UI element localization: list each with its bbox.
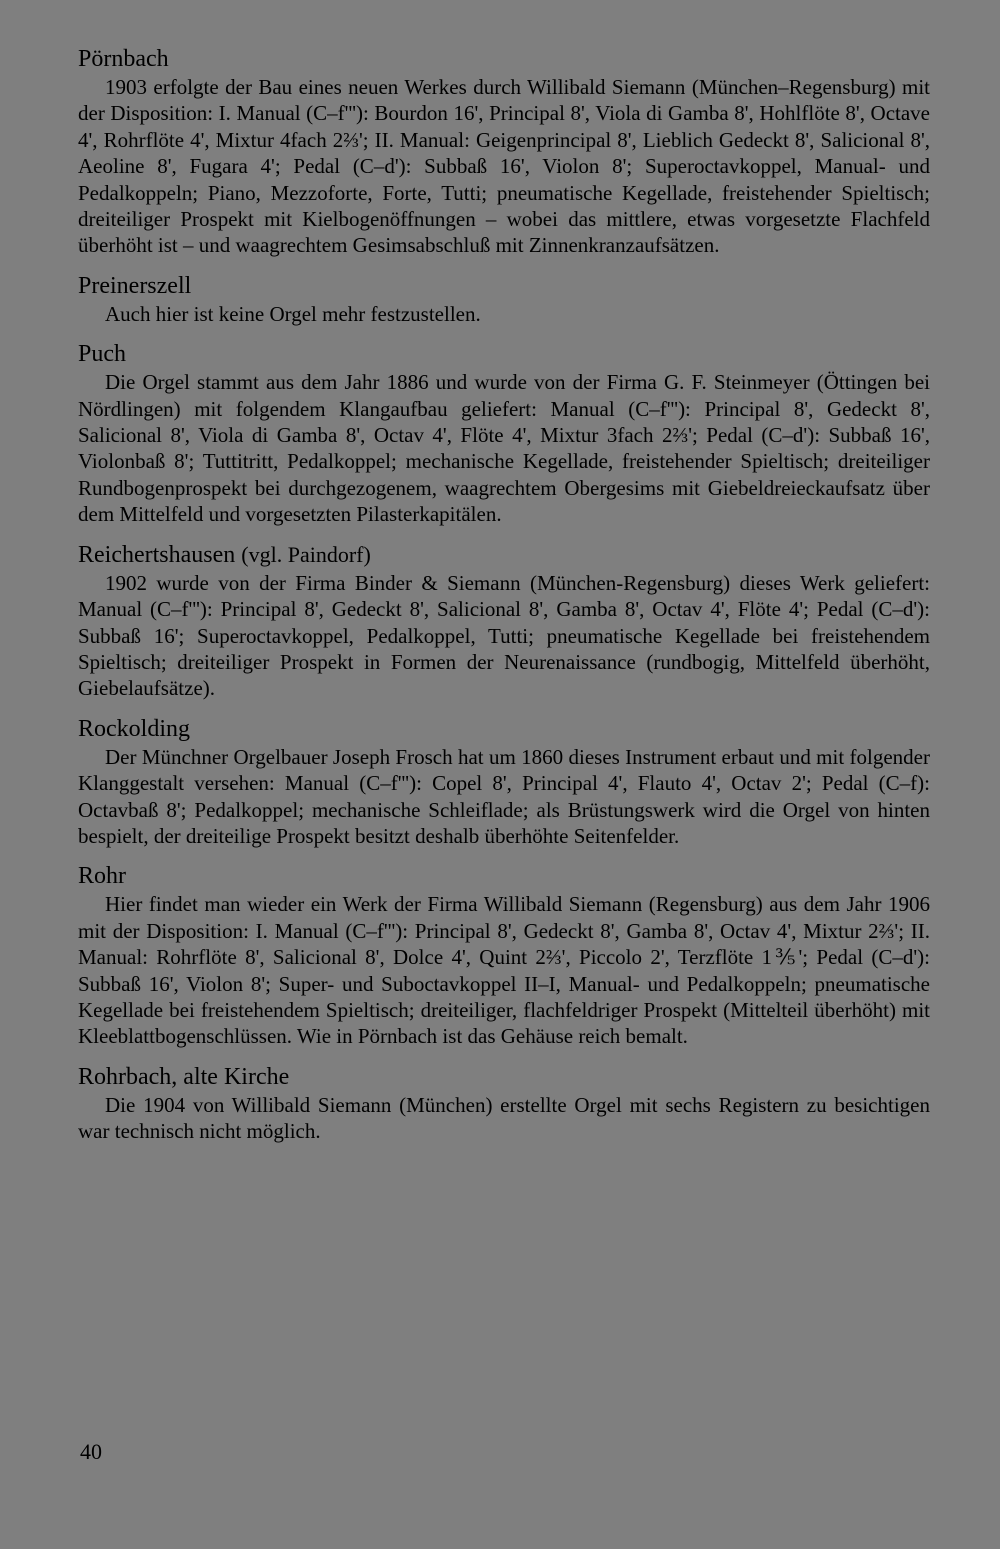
entry-note: (vgl. Paindorf) — [241, 541, 371, 567]
entry-preinerszell — [78, 271, 930, 327]
entry-text: Die Orgel stammt aus dem Jahr 1886 und wurde von der Firma G. F. Steinmeyer (Öttingen bei Nördlingen) mit folgendem Klangaufbau geliefert: Manual (C–f'''): Principal 8', Gedeckt 8', Salicional 8', Viola di Gamba 8', Octav 4', Flöte 4', Mixtur 3fach 2⅔'; Pedal (C–d'): Subbaß 16', Violonbaß 8'; Tuttitritt, Pedalkoppel; mechanische Kegellade, freistehender Spieltisch; dreiteiliger Rundbogenprospekt bei durchgezogenem, waagrechtem Obergesims mit Giebeldreieckaufsatz über dem Mittelfeld und vorgesetzten Pilasterkapitälen. — [78, 370, 930, 527]
page-number: 40 — [80, 1439, 102, 1464]
entry-heading — [78, 44, 930, 74]
entry-reichertshausen — [78, 540, 930, 702]
entry-title: Preinerszell — [78, 272, 192, 299]
entry-title: Pörnbach — [78, 46, 169, 72]
entry-title: Reichertshausen — [78, 541, 236, 568]
entry-rockolding — [78, 714, 930, 850]
entry-text: Auch hier ist keine Orgel mehr festzustellen. — [105, 301, 481, 326]
entry-title: Rohr — [78, 863, 126, 890]
entry-text: Die 1904 von Willibald Siemann (München) erstellte Orgel mit sechs Registern zu besichtigen war technisch nicht möglich. — [78, 1092, 930, 1144]
entry-text: 1902 wurde von der Firma Binder & Siemann (München-Regensburg) dieses Werk geliefert: Manual (C–f'''): Principal 8', Gedeckt 8', Salicional 8', Gamba 8', Octav 4', Flöte 4'; Pedal (C–d'): Subbaß 16'; Superoctavkoppel, Pedalkoppel, Tutti; pneumatische Kegellade bei freistehendem Spieltisch; dreiteiliger Prospekt in Formen der Neurenaissance (rundbogig, Mittelfeld überhöht, Giebelaufsätze). — [78, 570, 930, 701]
entry-title: Rohrbach, alte Kirche — [78, 1063, 290, 1090]
entry-title: Puch — [78, 341, 126, 368]
entry-rohrbach-alte-kirche — [78, 1062, 930, 1145]
entry-poernbach — [78, 44, 930, 259]
page-content — [78, 44, 930, 1157]
entry-heading — [78, 271, 930, 301]
entry-puch — [78, 339, 930, 527]
entry-heading — [78, 714, 930, 744]
entry-heading — [78, 1062, 930, 1092]
entry-heading — [78, 861, 930, 891]
entry-heading — [78, 339, 930, 369]
entry-text: 1903 erfolgte der Bau eines neuen Werkes durch Willibald Siemann (München–Regensburg) mit der Disposition: I. Manual (C–f'''): Bourdon 16', Principal 8', Viola di Gamba 8', Hohlflöte 8', Octave 4', Rohrflöte 4', Mixtur 4fach 2⅔'; II. Manual: Geigenprincipal 8', Lieblich Gedeckt 8', Salicional 8', Aeoline 8', Fugara 4'; Pedal (C–d'): Subbaß 16', Violon 8'; Superoctavkoppel, Manual- und Pedalkoppeln; Piano, Mezzoforte, Forte, Tutti; pneumatische Kegellade, freistehender Spieltisch; dreiteiliger Prospekt mit Kielbogenöffnungen – wobei das mittlere, etwas vorgesetzte Flachfeld überhöht ist – und waagrechtem Gesimsabschluß mit Zinnenkranzaufsätzen. — [78, 75, 930, 258]
entry-rohr — [78, 861, 930, 1049]
entry-text: Hier findet man wieder ein Werk der Firma Willibald Siemann (Regensburg) aus dem Jahr 1906 mit der Disposition: I. Manual (C–f'''): Principal 8', Gedeckt 8', Gamba 8', Octav 4', Mixtur 2⅔'; II. Manual: Rohrflöte 8', Salicional 8', Dolce 4', Quint 2⅔', Piccolo 2', Terzflöte 1⅗'; Pedal (C–d'): Subbaß 16', Violon 8'; Super- und Suboctavkoppel II–I, Manual- und Pedalkoppeln; pneumatische Kegellade bei freistehendem Spieltisch; dreiteiliger, flachfeldriger Prospekt (Mittelteil überhöht) mit Kleeblattbogenschlüssen. Wie in Pörnbach ist das Gehäuse reich bemalt. — [78, 892, 930, 1049]
entry-text: Der Münchner Orgelbauer Joseph Frosch hat um 1860 dieses Instrument erbaut und mit folgender Klanggestalt versehen: Manual (C–f'''): Copel 8', Principal 4', Flauto 4', Octav 2'; Pedal (C–f): Octavbaß 8'; Pedalkoppel; mechanische Schleiflade; als Brüstungswerk wird die Orgel von hinten bespielt, der dreiteilige Prospekt besitzt deshalb überhöhte Seitenfelder. — [78, 744, 930, 848]
entry-heading — [78, 540, 930, 570]
entry-title: Rockolding — [78, 715, 190, 742]
